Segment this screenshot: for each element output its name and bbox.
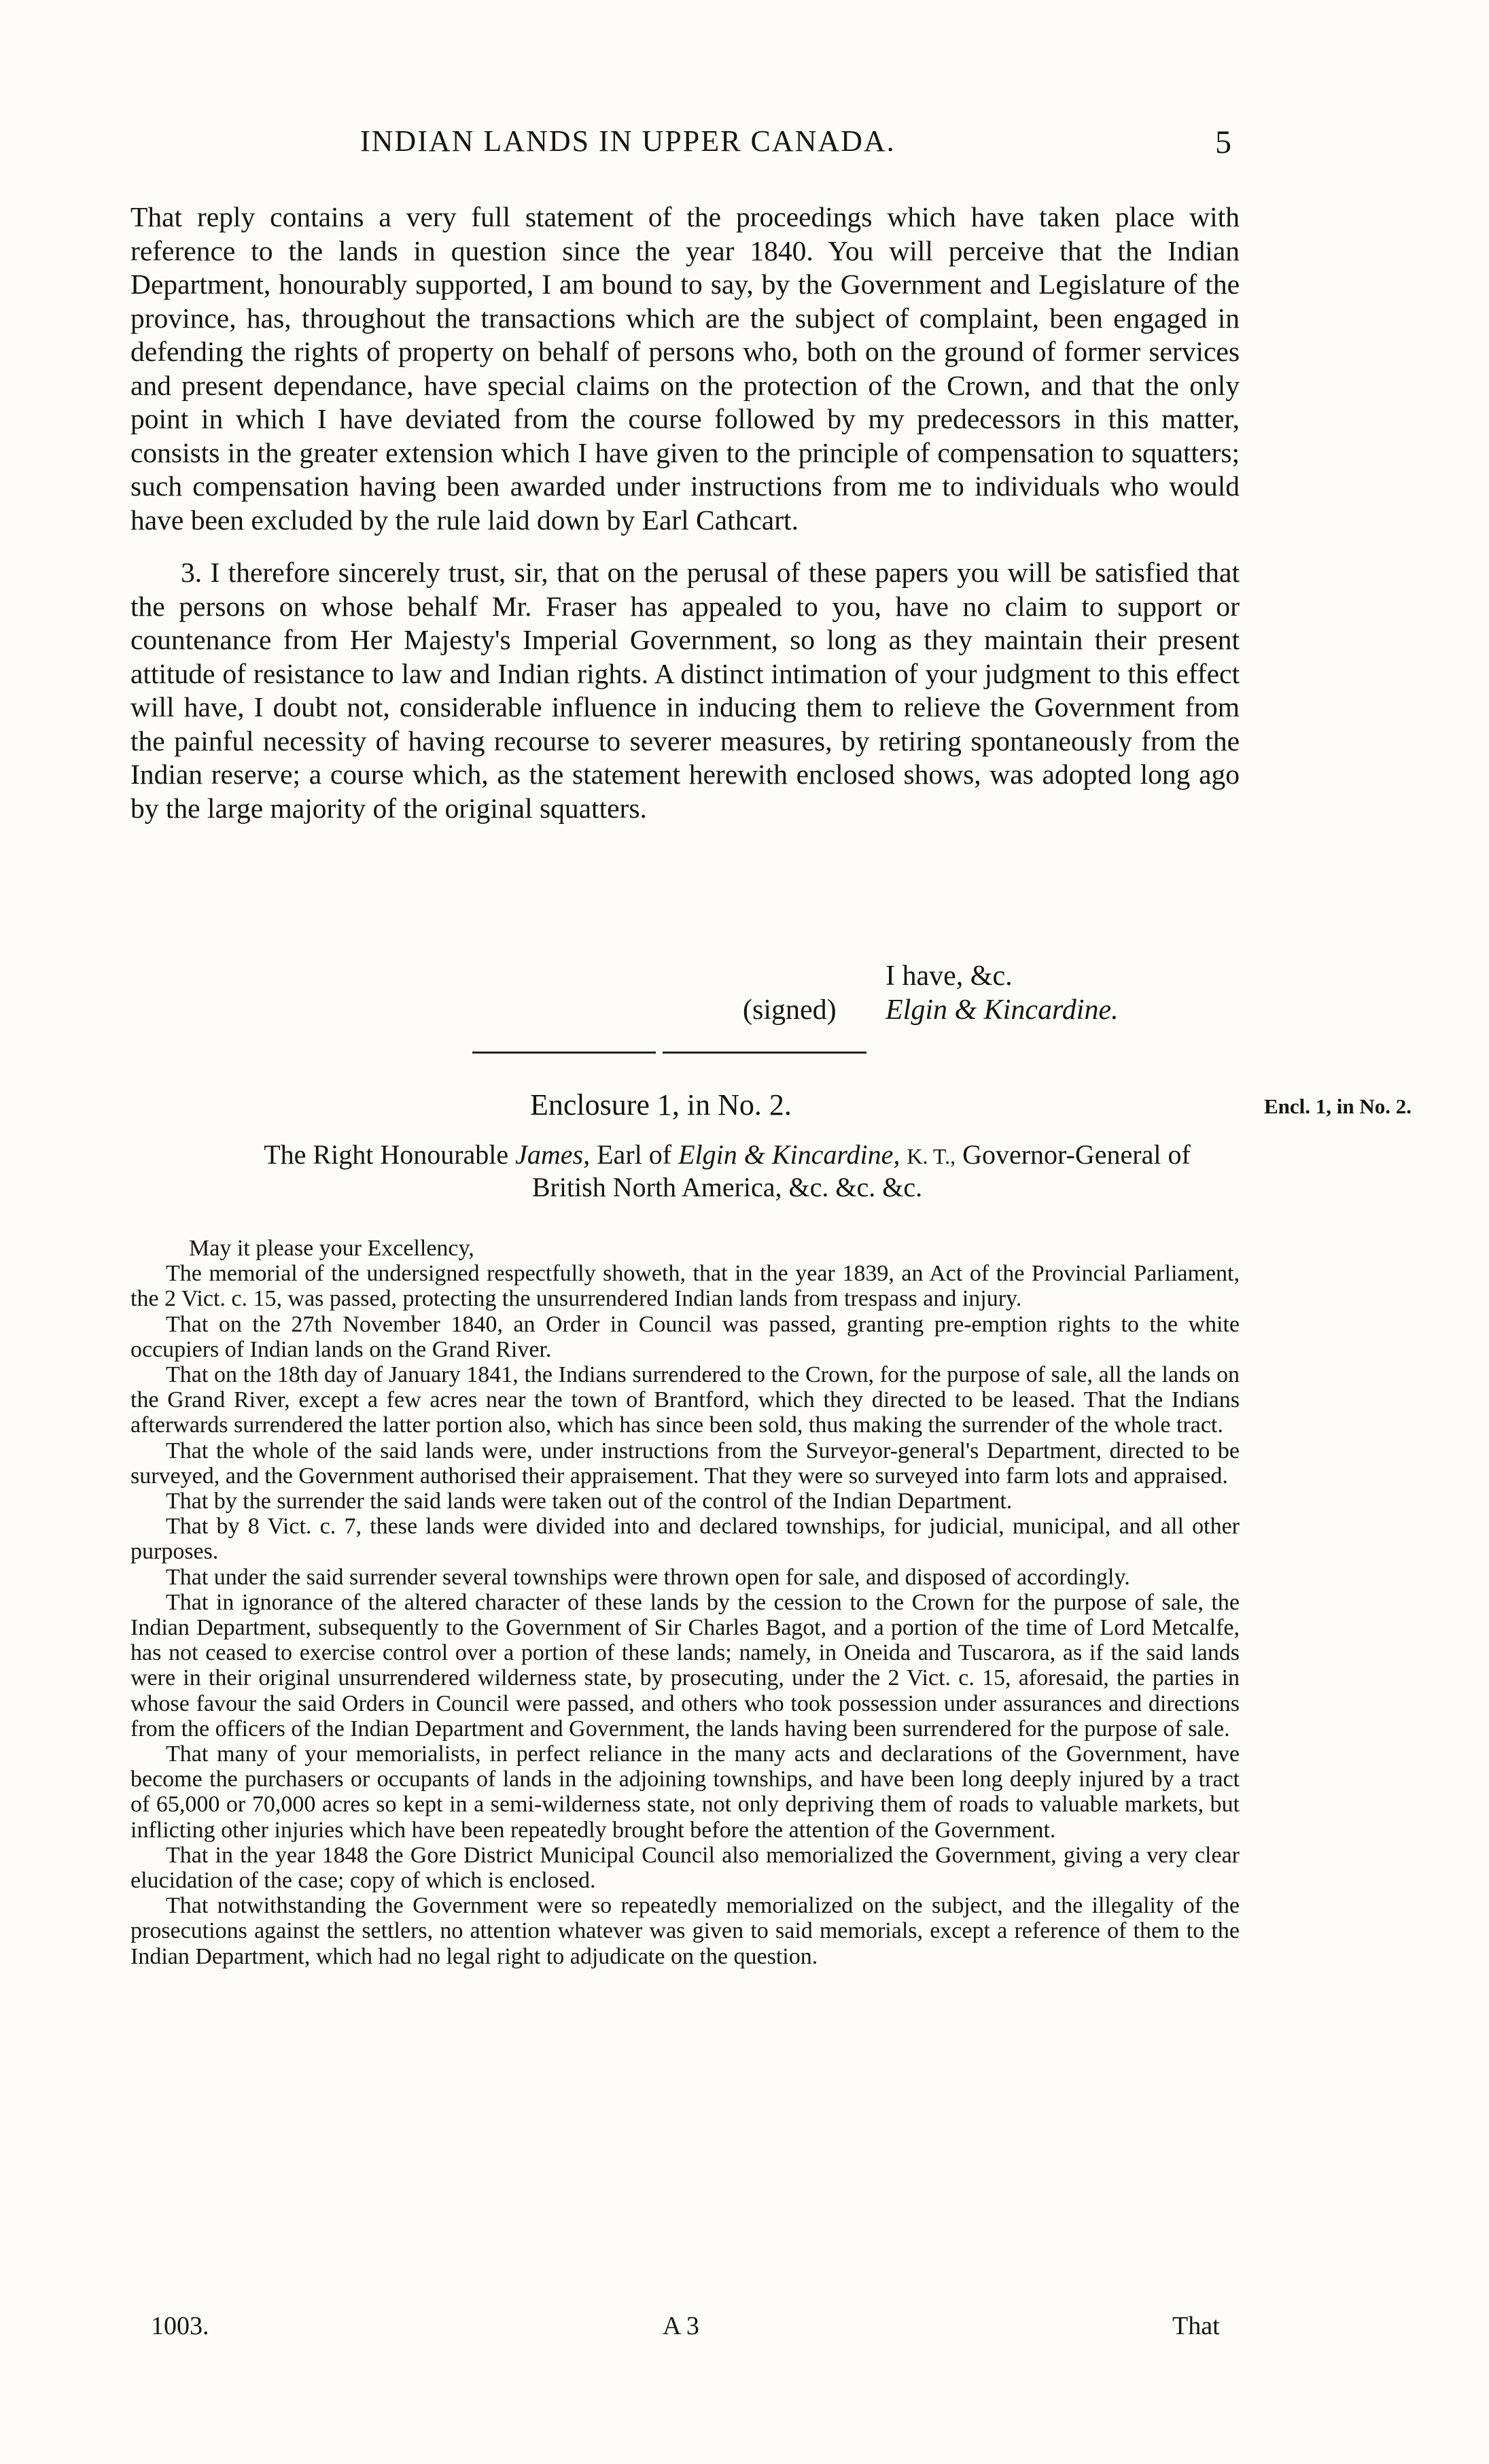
signature-mark: A 3 (663, 2312, 699, 2340)
memorial-paragraph: That on the 27th November 1840, an Order in Council was passed, granting pre-emption rights to the white occupiers of Indian lands on the Grand River. (130, 1311, 1240, 1362)
memorial-paragraph: That many of your memorialists, in perfect reliance in the many acts and declarations of the Government, have become the purchasers or occupants of lands in the adjoining townships, and have been long deeply injured by a tract of 65,000 or 70,000 acres so kept in a semi-wilderness state, not only depriving them of roads to valuable markets, but inflicting other injuries which have been repeatedly brought before the attention of the Government. (130, 1741, 1240, 1843)
addressee-prefix: The Right Honourable (264, 1139, 509, 1170)
signature: Elgin & Kincardine. (886, 994, 1119, 1026)
memorial-body (130, 1236, 1240, 1969)
addressee-name: James, (515, 1139, 591, 1170)
letter-paragraph-1: That reply contains a very full statement of the proceedings which have taken place with reference to the lands in question since the year 1840. You will perceive that the Indian Department, honourably supported, I am bound to say, by the Government and Legislature of the province, has, throughout the transactions which are the subject of complaint, been engaged in defending the rights of property on behalf of persons who, both on the ground of former services and present dependance, have special claims on the protection of the Crown, and that the only point in which I have deviated from the course followed by my predecessors in this matter, consists in the greater extension which I have given to the principle of compensation to squatters; such compensation having been awarded under instructions from me to individuals who would have been excluded by the rule laid down by Earl Cathcart. (130, 201, 1240, 536)
memorial-paragraph: That under the said surrender several townships were thrown open for sale, and disposed of accordingly. (166, 1564, 1130, 1590)
catchword: That (1172, 2312, 1220, 2340)
separator-rule-right (663, 1052, 866, 1054)
addressee-title: Elgin & Kincardine, (678, 1139, 900, 1170)
memorial-paragraph: That by 8 Vict. c. 7, these lands were divided into and declared townships, for judicial, municipal, and all other purposes. (130, 1514, 1240, 1565)
separator-rule-left (472, 1052, 656, 1054)
addressee-line-2: British North America, &c. &c. &c. (531, 1172, 923, 1202)
footer-number: 1003. (151, 2312, 209, 2340)
letter-paragraph-2: 3. I therefore sincerely trust, sir, that on the perusal of these papers you will be satisfied that the persons on whose behalf Mr. Fraser has appealed to you, have no claim to support or countenance from Her Majesty's Imperial Government, so long as they maintain their present attitude of resistance to law and Indian rights. A distinct intimation of your judgment to this effect will have, I doubt not, considerable influence in inducing them to relieve the Government from the painful necessity of having recourse to severer measures, by retiring spontaneously from the Indian reserve; a course which, as the statement herewith enclosed shows, was adopted long ago by the large majority of the original squatters. (130, 557, 1240, 824)
signed-label: (signed) (743, 994, 837, 1026)
running-header: INDIAN LANDS IN UPPER CANADA. (360, 124, 896, 158)
enclosure-title: Enclosure 1, in No. 2. (530, 1088, 792, 1122)
addressee-mid: Earl of (597, 1139, 672, 1170)
page-number: 5 (1215, 124, 1231, 160)
memorial-paragraph: That on the 18th day of January 1841, the Indians surrendered to the Crown, for the purpose of sale, all the lands on the Grand River, except a few acres near the town of Brantford, which they directed to be leased. That the Indians afterwards surrendered the latter portion also, which has since been sold, thus making the surrender of the whole tract. (130, 1362, 1240, 1438)
addressee-order: K. T., (907, 1144, 956, 1168)
memorial-paragraph: That notwithstanding the Government were so repeatedly memorialized on the subject, and the illegality of the prosecutions against the settlers, no attention whatever was given to said memorials, except a reference of them to the Indian Department, which had no legal right to adjudicate on the question. (130, 1893, 1240, 1969)
salutation: May it please your Excellency, (189, 1236, 474, 1261)
addressee (177, 1139, 1278, 1203)
memorial-paragraph: That in the year 1848 the Gore District Municipal Council also memorialized the Government, giving a very clear elucidation of the case; copy of which is enclosed. (130, 1842, 1240, 1894)
memorial-paragraph: That the whole of the said lands were, under instructions from the Surveyor-general's Department, directed to be surveyed, and the Government authorised their appraisement. That they were so surveyed into farm lots and appraised. (130, 1438, 1240, 1489)
letter-body (130, 201, 1240, 825)
memorial-paragraph: That by the surrender the said lands were taken out of the control of the Indian Department. (166, 1489, 1013, 1514)
memorial-paragraph: That in ignorance of the altered character of these lands by the cession to the Crown for the purpose of sale, the Indian Department, subsequently to the Government of Sir Charles Bagot, and a portion of the time of Lord Metcalfe, has not ceased to exercise control over a portion of these lands; namely, in Oneida and Tuscarora, as if the said lands were in their original unsurrendered wilderness state, by prosecuting, under the 2 Vict. c. 15, aforesaid, the parties in whose favour the said Orders in Council were passed, and others who took possession under assurances and directions from the officers of the Indian Department and Government, the lands having been surrendered for the purpose of sale. (130, 1589, 1240, 1741)
addressee-rest: Governor-General of (962, 1139, 1191, 1170)
memorial-paragraph: The memorial of the undersigned respectfully showeth, that in the year 1839, an Act of the Provincial Parliament, the 2 Vict. c. 15, was passed, protecting the unsurrendered Indian lands from trespass and injury. (130, 1261, 1240, 1312)
closing-formula: I have, &c. (886, 960, 1013, 992)
marginal-note: Encl. 1, in No. 2. (1264, 1094, 1412, 1118)
addressee-line-1 (177, 1139, 1278, 1172)
